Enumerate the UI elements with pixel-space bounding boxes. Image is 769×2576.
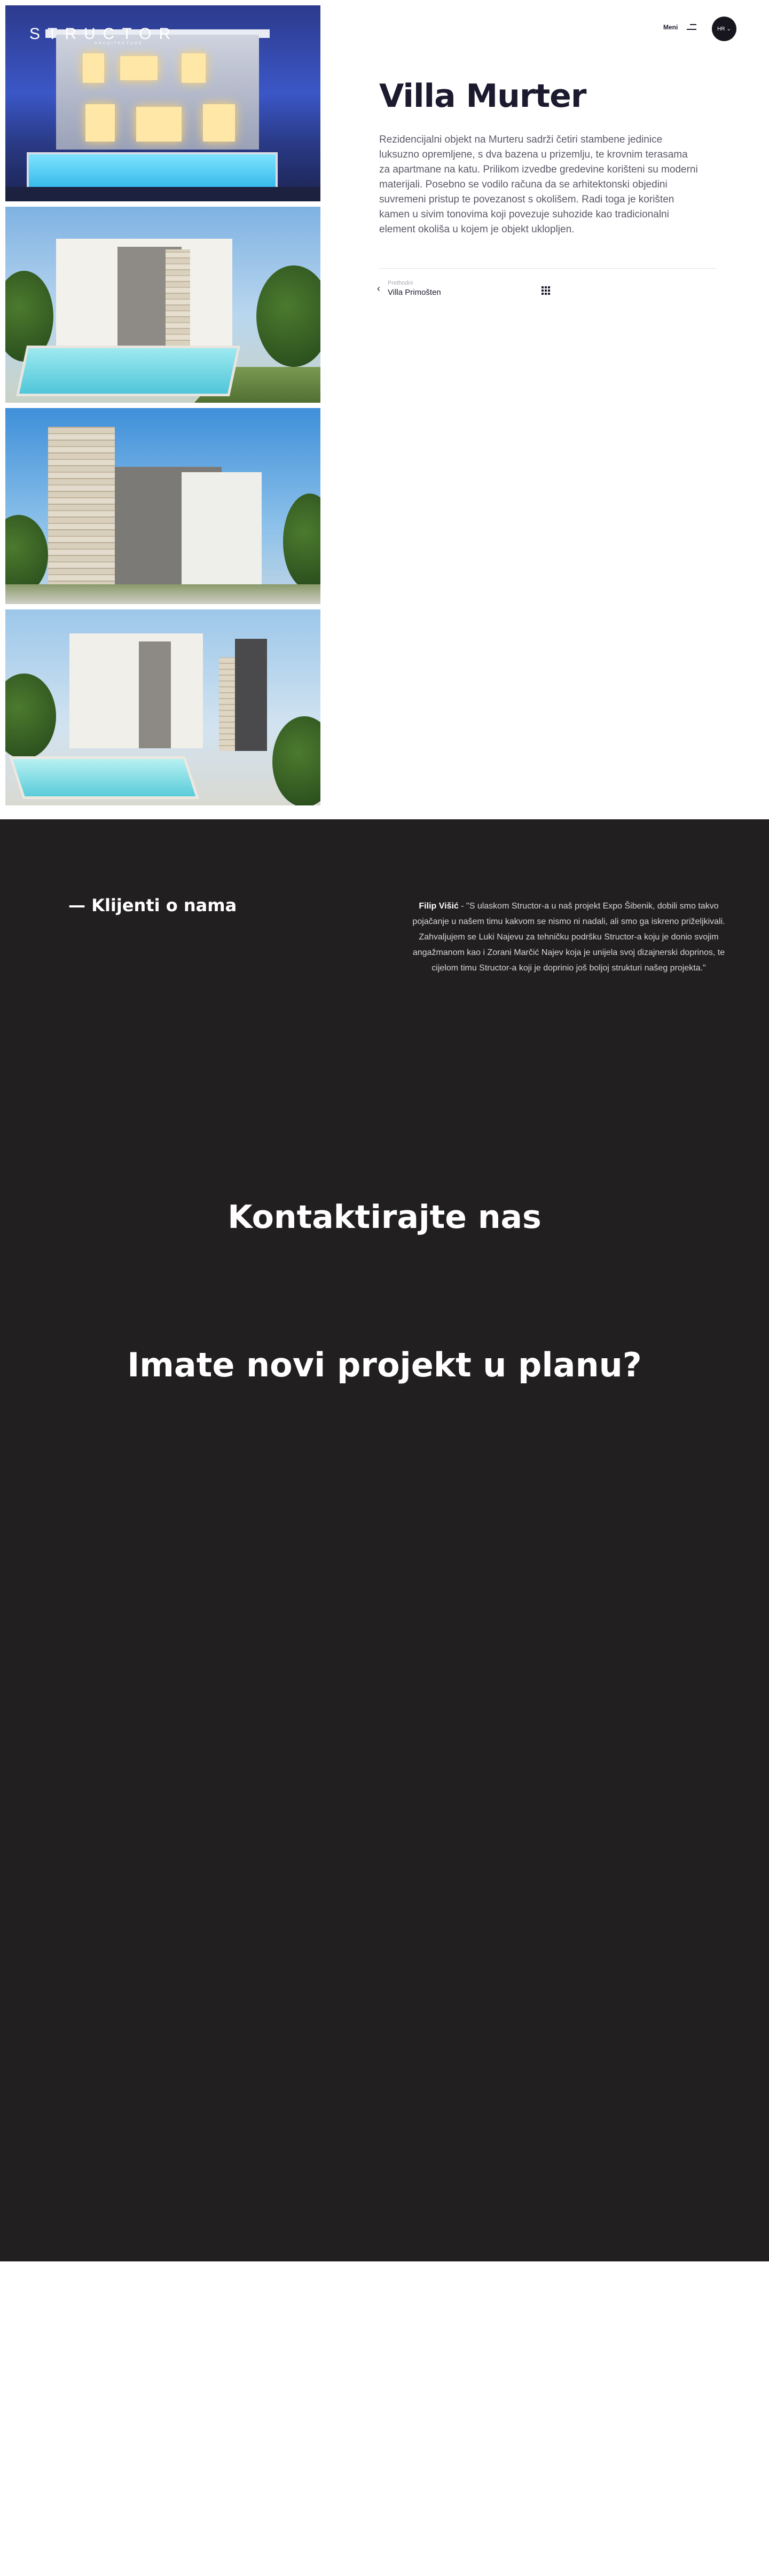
gallery-image-1[interactable]: [5, 5, 320, 201]
testimonial-author: Filip Višić: [419, 902, 459, 911]
previous-project-text: [388, 280, 441, 297]
gallery-image-2[interactable]: [5, 207, 320, 403]
language-switcher-button[interactable]: [712, 17, 736, 41]
contact-heading[interactable]: Kontaktirajte nas: [227, 1199, 542, 1236]
language-label: HR: [717, 26, 725, 32]
chevron-down-icon: ⌄: [726, 26, 731, 32]
clients-heading: — Klijenti o nama: [68, 895, 237, 915]
testimonial: [411, 898, 726, 976]
hamburger-menu-icon[interactable]: [687, 24, 696, 30]
dark-section: [0, 819, 769, 2261]
project-description: Rezidencijalni objekt na Murteru sadrži četiri stambene jedinice luksuzno opremljene, s dva bazena u prizemlju, te krovnim terasama za apartmane na katu. Prilikom izvedbe gredevine korišteni su moderni materijali. Posebno se vodilo računa da se arhitektonski objedini suvremeni pristup te povezanost s okolišem. Radi toga je korišten kamen u sivim tonovima koji povezuje suhozide kao tradicionalni element okoliša u kojem je objekt uklopljen.: [379, 134, 698, 235]
project-section: [0, 0, 769, 819]
footer-blank-area: [0, 2261, 769, 2576]
previous-project-link[interactable]: [377, 280, 441, 297]
structor-logo[interactable]: [29, 25, 178, 47]
gallery-image-3[interactable]: [5, 408, 320, 604]
menu-label[interactable]: Meni: [663, 24, 678, 31]
grid-view-icon[interactable]: [542, 286, 550, 295]
previous-caption: Prethodni: [388, 280, 413, 286]
logo-tagline: ARCHITECTURE: [95, 42, 143, 45]
testimonial-quote: - "S ulaskom Structor-a u naš projekt Expo Šibenik, dobili smo takvo pojačanje u našem timu kakvom se nismo ni nadali, ali smo ga iskreno priželjkivali. Zahvaljujem se Luki Najevu za tehničku podršku Structor-a koju je donio svojim angažmanom kao i Zorani Marčić Najev koja je unijela svoj dizajnerski doprinos, te cijelom timu Structor-a koji je doprinio još boljoj strukturi našeg projekta.": [412, 902, 725, 973]
chevron-left-icon: ‹: [377, 283, 380, 294]
new-project-heading: Imate novi projekt u planu?: [127, 1345, 642, 1384]
previous-project-name: Villa Primošten: [388, 288, 441, 297]
logo-wordmark: STRUCTOR: [29, 25, 178, 43]
gallery-image-4[interactable]: [5, 609, 320, 805]
project-gallery: [5, 5, 320, 811]
project-title: Villa Murter: [379, 77, 586, 115]
divider: [379, 268, 716, 269]
